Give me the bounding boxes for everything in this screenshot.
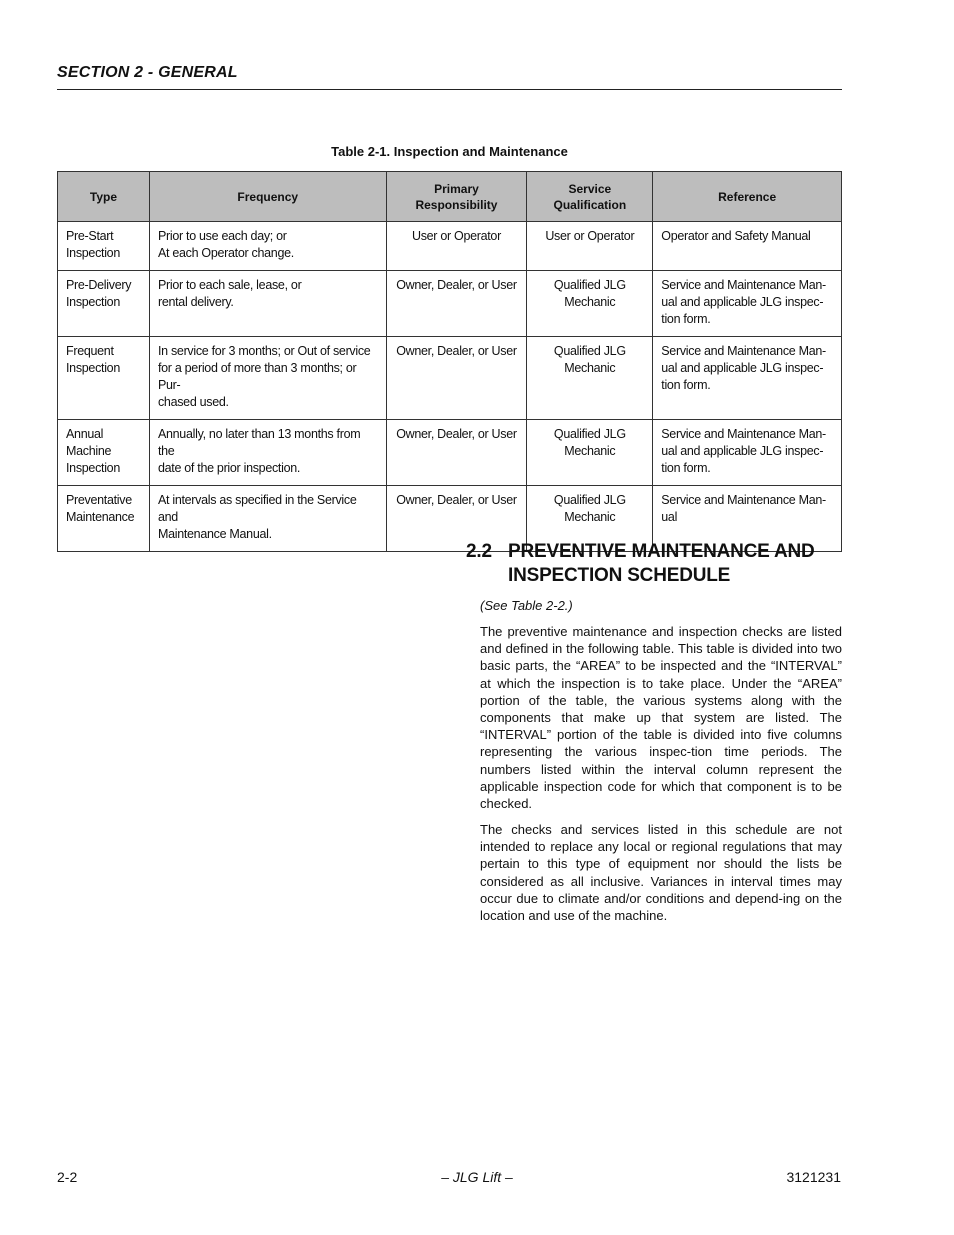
- cell-qualification: Qualified JLG Mechanic: [527, 486, 653, 552]
- cell-qualification: Qualified JLG Mechanic: [527, 420, 653, 486]
- section-heading: [466, 540, 846, 588]
- column-header-service-qualification: Service Qualification: [527, 172, 653, 222]
- document-number: 3121231: [786, 1169, 841, 1185]
- cell-frequency: Prior to each sale, lease, or rental delivery.: [149, 271, 386, 337]
- section-header: SECTION 2 - GENERAL: [57, 64, 238, 81]
- section-title: PREVENTIVE MAINTENANCE AND INSPECTION SCHEDULE: [508, 541, 815, 586]
- cell-type: Pre-Delivery Inspection: [58, 271, 150, 337]
- cell-reference: Service and Maintenance Man- ual: [653, 486, 842, 552]
- section-number: 2.2: [466, 541, 492, 562]
- cell-frequency: Annually, no later than 13 months from the date of the prior inspection.: [149, 420, 386, 486]
- column-header-reference: Reference: [653, 172, 842, 222]
- table-header-row: [58, 172, 842, 222]
- column-header-type: Type: [58, 172, 150, 222]
- cell-responsibility: User or Operator: [386, 222, 527, 271]
- table-caption: Table 2-1. Inspection and Maintenance: [331, 144, 568, 159]
- table-row: [58, 271, 842, 337]
- footer-brand: – JLG Lift –: [441, 1169, 513, 1185]
- cell-type: Pre-Start Inspection: [58, 222, 150, 271]
- page-number: 2-2: [57, 1169, 78, 1185]
- cell-frequency: Prior to use each day; or At each Operator change.: [149, 222, 386, 271]
- cell-type: Preventative Maintenance: [58, 486, 150, 552]
- header-rule: [57, 89, 842, 90]
- column-header-frequency: Frequency: [149, 172, 386, 222]
- cell-type: Annual Machine Inspection: [58, 420, 150, 486]
- table-row: [58, 337, 842, 420]
- cell-reference: Service and Maintenance Man- ual and applicable JLG inspec- tion form.: [653, 337, 842, 420]
- table-row: [58, 420, 842, 486]
- cell-reference: Service and Maintenance Man- ual and applicable JLG inspec- tion form.: [653, 420, 842, 486]
- cell-responsibility: Owner, Dealer, or User: [386, 337, 527, 420]
- inspection-maintenance-table: [57, 171, 842, 552]
- cell-type: Frequent Inspection: [58, 337, 150, 420]
- cell-qualification: Qualified JLG Mechanic: [527, 337, 653, 420]
- cell-responsibility: Owner, Dealer, or User: [386, 271, 527, 337]
- cell-responsibility: Owner, Dealer, or User: [386, 486, 527, 552]
- cell-responsibility: Owner, Dealer, or User: [386, 420, 527, 486]
- cell-reference: Service and Maintenance Man- ual and applicable JLG inspec- tion form.: [653, 271, 842, 337]
- see-table-reference: (See Table 2-2.): [480, 598, 573, 613]
- cell-qualification: User or Operator: [527, 222, 653, 271]
- column-header-primary-responsibility: Primary Responsibility: [386, 172, 527, 222]
- cell-qualification: Qualified JLG Mechanic: [527, 271, 653, 337]
- cell-frequency: At intervals as specified in the Service and Maintenance Manual.: [149, 486, 386, 552]
- cell-frequency: In service for 3 months; or Out of service for a period of more than 3 months; or Pur- chased used.: [149, 337, 386, 420]
- body-paragraph: The checks and services listed in this schedule are not intended to replace any local or regional regulations that may pertain to this type of equipment nor should the lists be considered as all inclusive. Variances in interval times may occur due to climate and/or conditions and depend-ing on the location and use of the machine.: [480, 822, 842, 924]
- table-row: [58, 222, 842, 271]
- body-paragraph: The preventive maintenance and inspection checks are listed and defined in the following table. This table is divided into two basic parts, the “AREA” to be inspected and the “INTERVAL” at which the inspection is to take place. Under the “AREA” portion of the table, the various systems along with the components that make up that system are listed. The “INTERVAL” portion of the table is divided into five columns representing the various inspec-tion time periods. The numbers listed within the interval column represent the applicable inspection code for which that component is to be checked.: [480, 624, 842, 812]
- cell-reference: Operator and Safety Manual: [653, 222, 842, 271]
